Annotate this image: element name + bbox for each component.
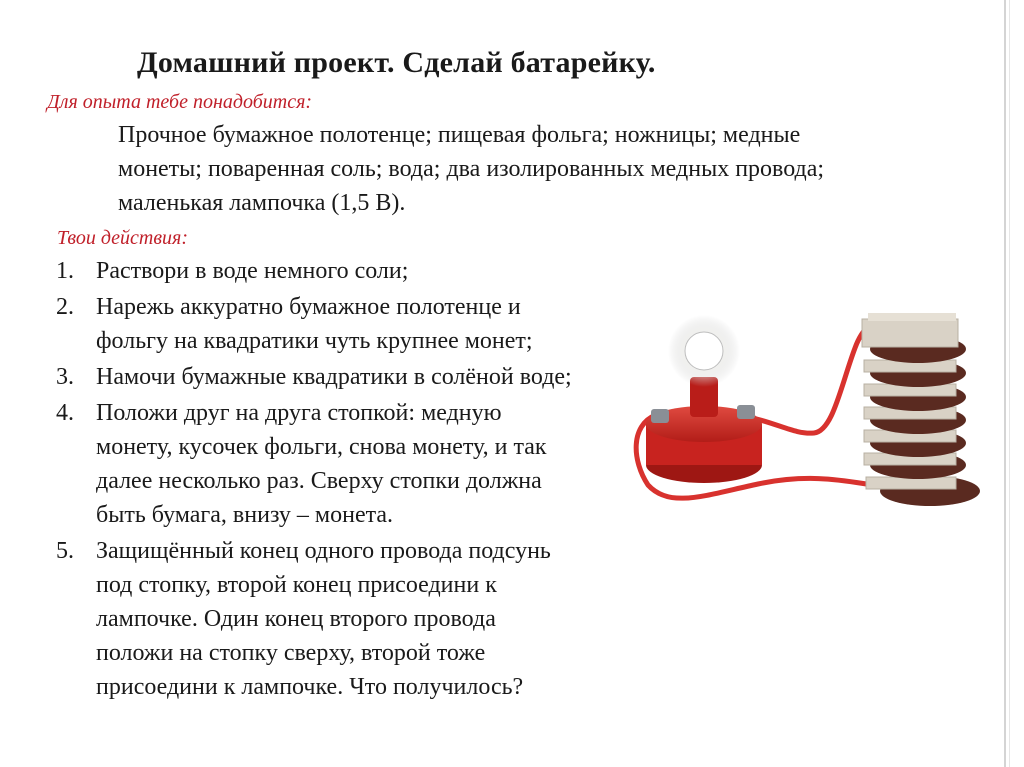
step-line: положи на стопку сверху, второй тоже [96, 640, 486, 666]
step-line: далее несколько раз. Сверху стопки должна [96, 468, 542, 494]
step-line: под стопку, второй конец присоедини к [96, 572, 497, 598]
battery-illustration [618, 293, 985, 519]
step-number: 4. [56, 400, 74, 426]
step-line: фольгу на квадратики чуть крупнее монет; [96, 328, 533, 354]
materials-caption: Для опыта тебе понадобится: [47, 91, 313, 113]
step-item-2 [56, 290, 572, 358]
page-title: Домашний проект. Сделай батарейку. [137, 46, 656, 79]
step-number: 3. [56, 364, 74, 390]
step-line: Намочи бумажные квадратики в солёной воде; [96, 364, 572, 390]
terminal-right [737, 405, 755, 419]
step-line: лампочке. Один конец второго провода [96, 606, 496, 632]
step-line: Положи друг на друга стопкой: медную [96, 400, 502, 426]
materials-line: Прочное бумажное полотенце; пищевая фольга; ножницы; медные [118, 122, 801, 148]
step-item-5 [56, 534, 572, 704]
step-item-1 [56, 254, 572, 288]
slide-edge-rule [1004, 0, 1006, 767]
step-number: 5. [56, 538, 74, 564]
step-item-3 [56, 360, 572, 394]
step-number: 1. [56, 258, 74, 284]
step-line: присоедини к лампочке. Что получилось? [96, 674, 524, 700]
lamp-bulb-icon [685, 332, 723, 370]
step-line: Защищённый конец одного провода подсунь [96, 538, 551, 564]
steps-list [56, 254, 572, 706]
materials-paragraph [118, 118, 978, 220]
step-line: быть бумага, внизу – монета. [96, 502, 394, 528]
materials-line: монеты; поваренная соль; вода; два изолированных медных провода; [118, 156, 825, 182]
step-line: Нарежь аккуратно бумажное полотенце и [96, 294, 521, 320]
step-number: 2. [56, 294, 74, 320]
battery-illustration-svg [618, 293, 985, 519]
terminal-left [651, 409, 669, 423]
step-line: Раствори в воде немного соли; [96, 258, 409, 284]
step-item-4 [56, 396, 572, 532]
step-line: монету, кусочек фольги, снова монету, и так [96, 434, 547, 460]
coin-stack [862, 313, 980, 506]
actions-caption: Твои действия: [57, 227, 189, 249]
materials-line: маленькая лампочка (1,5 В). [118, 190, 406, 216]
